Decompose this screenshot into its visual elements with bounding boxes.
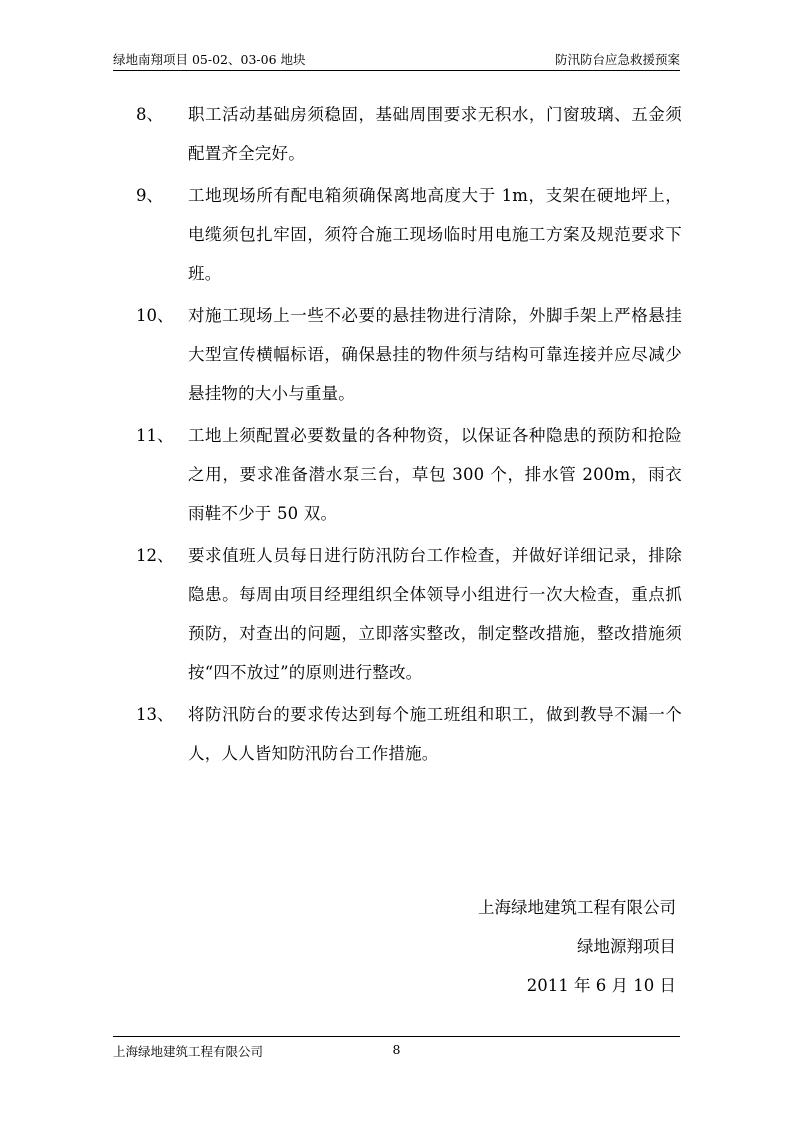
list-item [136, 695, 682, 773]
list-item-number: 10、 [136, 306, 174, 325]
list-item-text: 职工活动基础房须稳固，基础周围要求无积水，门窗玻璃、五金须配置齐全完好。 [188, 105, 682, 163]
list-item [136, 536, 682, 692]
list-item [136, 95, 682, 173]
header-document-title: 防汛防台应急救援预案 [554, 52, 680, 67]
signature-project: 绿地源翔项目 [577, 937, 676, 956]
signature-date: 2011 年 6 月 10 日 [526, 976, 676, 995]
signature-block [136, 888, 682, 1005]
list-item-number: 8、 [136, 105, 163, 124]
list-item [136, 176, 682, 293]
list-item-number: 9、 [136, 186, 163, 205]
page-footer [113, 1036, 680, 1060]
page-header [113, 52, 680, 71]
list-item-text: 将防汛防台的要求传达到每个施工班组和职工，做到教导不漏一个人，人人皆知防汛防台工作措施。 [188, 705, 682, 763]
list-item [136, 416, 682, 533]
header-project-title: 绿地南翔项目 05-02、03-06 地块 [113, 52, 306, 67]
list-item-text: 工地上须配置必要数量的各种物资，以保证各种隐患的预防和抢险之用，要求准备潜水泵三台，草包 300 个，排水管 200m，雨衣雨鞋不少于 50 双。 [188, 426, 682, 523]
footer-page-number: 8 [392, 1042, 401, 1057]
list-item-number: 12、 [136, 546, 174, 565]
list-item-text: 工地现场所有配电箱须确保离地高度大于 1m，支架在硬地坪上，电缆须包扎牢固，须符合施工现场临时用电施工方案及规范要求下班。 [188, 186, 682, 283]
list-item [136, 296, 682, 413]
list-item-number: 13、 [136, 705, 174, 724]
list-item-text: 要求值班人员每日进行防汛防台工作检查，并做好详细记录，排除隐患。每周由项目经理组织全体领导小组进行一次大检查，重点抓预防，对查出的问题，立即落实整改，制定整改措施，整改措施须按“四不放过”的原则进行整改。 [188, 546, 682, 682]
signature-company: 上海绿地建筑工程有限公司 [478, 898, 676, 917]
numbered-list [136, 95, 682, 776]
list-item-number: 11、 [136, 426, 174, 445]
footer-company: 上海绿地建筑工程有限公司 [113, 1044, 264, 1059]
list-item-text: 对施工现场上一些不必要的悬挂物进行清除，外脚手架上严格悬挂大型宣传横幅标语，确保悬挂的物件须与结构可靠连接并应尽减少悬挂物的大小与重量。 [188, 306, 682, 403]
